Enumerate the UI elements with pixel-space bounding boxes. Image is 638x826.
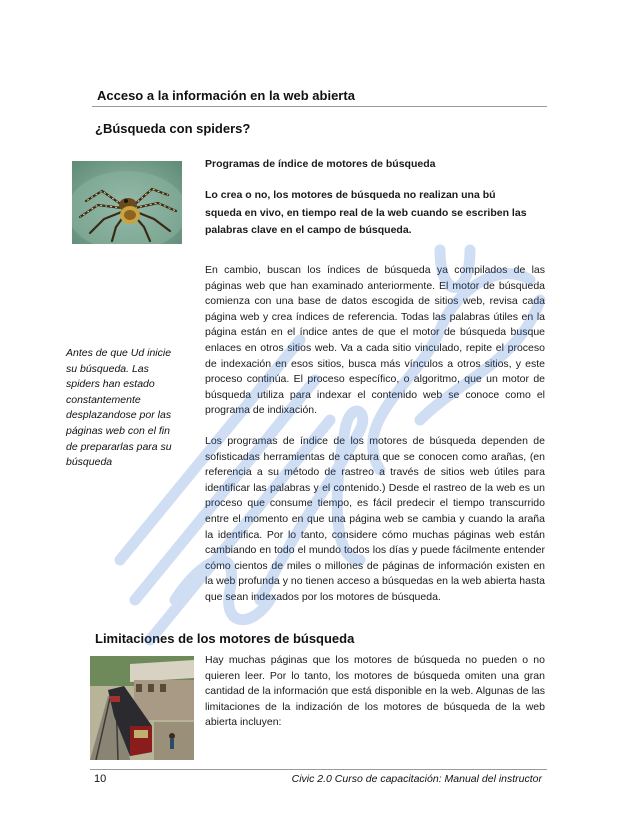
train-photo bbox=[90, 656, 194, 760]
footer-text: Civic 2.0 Curso de capacitación: Manual del instructor bbox=[291, 773, 542, 785]
header-divider bbox=[92, 106, 547, 107]
section-title-spiders: ¿Búsqueda con spiders? bbox=[95, 121, 251, 136]
body-paragraph-2: Los programas de índice de los motores de búsqueda dependen de sofisticadas herramientas de captura que se conocen como arañas, (en referencia a su método de rastreo a través de sitios web útiles para identificar las palabras y el contenido.) Desde el rastreo de la web es un proceso que consume tiempo, es fácil predecir el tiempo transcurrido entre el momento en que una página web se cambia y cuando la araña la identifica. Por lo tanto, considere cómo muchas páginas web están cambiando en todo el mundo todos los días y puede fácilmente entender cómo cientos de miles o millones de páginas de información existen en la web profunda y no tienen acceso a búsquedas en la web abierta hasta que sean indexados por los motores de búsqueda. bbox=[205, 435, 545, 603]
sidebar-note: Antes de que Ud inicie su búsqueda. Las spiders han estado constantemente desplazandose por las páginas web con el fin de prepararlas para su búsqueda bbox=[66, 347, 172, 469]
subheading-index-programs: Programas de índice de motores de búsqueda bbox=[205, 158, 436, 170]
page-number: 10 bbox=[94, 773, 107, 785]
intro-line-2: squeda en vivo, en tiempo real de la web cuando se escriben las palabras clave en el campo de búsqueda. bbox=[205, 206, 527, 236]
intro-line-1: Lo crea o no, los motores de búsqueda no realizan una bú bbox=[205, 189, 496, 201]
running-header-title: Acceso a la información en la web abierta bbox=[97, 88, 355, 103]
intro-paragraph bbox=[205, 187, 545, 240]
body-paragraph-3: Hay muchas páginas que los motores de búsqueda no pueden o no quieren leer. Por lo tanto, los motores de búsqueda omiten una gran cantidad de la información que está disponible en la web. Algunas de las limitaciones de la indización de los motores de búsqueda de la web abierta incluyen: bbox=[205, 654, 545, 729]
spider-photo bbox=[72, 161, 182, 244]
section-title-limitations: Limitaciones de los motores de búsqueda bbox=[95, 631, 355, 646]
train-illustration bbox=[90, 656, 194, 760]
spider-illustration bbox=[72, 161, 182, 244]
body-paragraph-1: En cambio, buscan los índices de búsqueda ya compilados de las páginas web que han examinado anteriormente. El motor de búsqueda comienza con una base de datos escogida de sitios web, revisa cada página web y crea índices de referencia. Todas las palabras útiles en la página están en el índice antes de que el motor de búsqueda busque enlaces en otros sitios web. Va a cada sitio vinculado, repite el proceso de indexación en esos sitios, busca más vínculos a otros sitios, y este proceso continúa. El proceso específico, o algoritmo, que un motor de búsqueda utiliza para indexar el contenido web se conoce como el programa de indixación. bbox=[205, 264, 545, 417]
footer-divider bbox=[90, 769, 547, 770]
